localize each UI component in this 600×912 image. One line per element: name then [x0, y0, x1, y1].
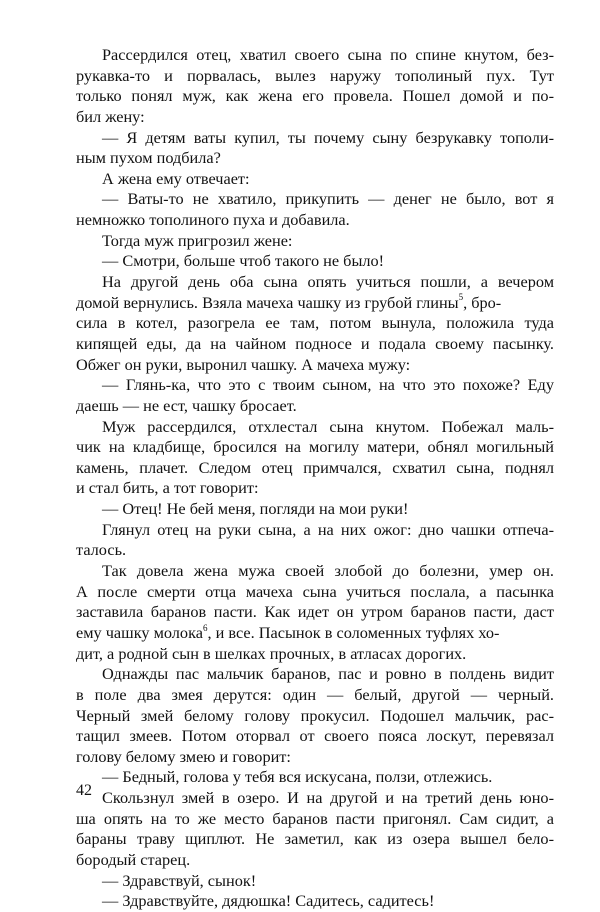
text-line: А после смерти отца мачеха сына учиться послала, а пасынка — [76, 581, 554, 601]
text-line: тащил змеев. Потом оторвал от своего пояса лоскут, перевязал — [76, 726, 554, 746]
text-line: — Здравствуйте, дядюшка! Садитесь, садитесь! — [102, 891, 435, 911]
text-line: На другой день оба сына опять учиться пошли, а вечером — [102, 272, 554, 292]
text-line: бараны траву щиплют. Не заметил, как из озера вышел бело- — [76, 829, 554, 849]
footnote-ref: 5 — [458, 292, 464, 303]
text-line: рукавка-то и порвалась, вылез наружу тополиный пух. Тут — [76, 65, 554, 85]
text-line: дит, а родной сын в шелках прочных, в атласах дорогих. — [76, 643, 467, 663]
text-line — [76, 293, 554, 314]
text-line: только понял муж, как жена его провела. Пошел домой и по- — [76, 86, 554, 106]
footnote-ref: 6 — [202, 622, 208, 633]
text-fragment: , и все. Пасынок в соломенных туфлях хо- — [207, 622, 500, 642]
text-line: камень, плачет. Следом отец примчался, схватил сына, поднял — [76, 457, 554, 477]
text-line: Однажды пас мальчик баранов, пас и ровно в полдень видит — [102, 664, 554, 684]
text-line: даешь — не ест, чашку бросает. — [76, 395, 297, 415]
text-line: Так довела жена мужа своей злобой до болезни, умер он. — [102, 561, 554, 581]
text-line: А жена ему отвечает: — [102, 168, 250, 188]
text-line: Глянул отец на руки сына, а на них ожог: дно чашки отпеча- — [102, 519, 554, 539]
text-line: — Бедный, голова у тебя вся искусана, ползи, отлежись. — [102, 767, 493, 787]
text-line: кипящей еды, да на чайном подносе и подала своему пасынку. — [76, 333, 554, 353]
text-line: Тогда муж пригрозил жене: — [102, 230, 293, 250]
text-line: — Здравствуй, сынок! — [102, 870, 257, 890]
text-fragment: ему чашку молока — [76, 622, 203, 642]
text-line: — Глянь-ка, что это с твоим сыном, на что это похоже? Еду — [102, 375, 554, 395]
text-line: — Отец! Не бей меня, погляди на мои руки! — [102, 499, 409, 519]
text-line: и стал бить, а тот говорит: — [76, 478, 259, 498]
text-line: голову белому змею и говорит: — [76, 746, 291, 766]
text-fragment: домой вернулись. Взяла мачеха чашку из грубой глины — [76, 292, 459, 312]
text-line — [76, 623, 554, 644]
text-line: Рассердился отец, хватил своего сына по спине кнутом, без- — [102, 45, 554, 64]
text-line: сила в котел, разогрела ее там, потом вынула, положила туда — [76, 313, 554, 333]
text-line: заставила баранов пасти. Как идет он утром баранов пасти, даст — [76, 602, 554, 622]
text-line: Скользнул змей в озеро. И на другой и на третий день юно- — [102, 788, 554, 808]
text-line: ным пухом подбила? — [76, 148, 221, 168]
text-line: в поле два змея дерутся: один — белый, другой — черный. — [76, 684, 554, 704]
text-line: ша опять на то же место баранов пасти пригонял. Сам сидит, а — [76, 808, 554, 828]
text-fragment: , бро- — [463, 292, 502, 312]
text-line: — Я детям ваты купил, ты почему сыну безрукавку тополи- — [102, 127, 554, 147]
text-line: — Ваты-то не хватило, прикупить — денег не было, вот я — [102, 189, 554, 209]
text-line: Черный змей белому голову прокусил. Подошел мальчик, рас- — [76, 705, 554, 725]
page-body-text — [76, 45, 554, 912]
text-line: — Смотри, больше чтоб такого не было! — [102, 251, 385, 271]
text-line: чик на кладбище, бросился на могилу матери, обнял могильный — [76, 437, 554, 457]
text-line: талось. — [76, 540, 127, 560]
text-line: бородый старец. — [76, 849, 191, 869]
text-line: бил жену: — [76, 106, 145, 126]
text-line: Обжег он руки, выронил чашку. А мачеха мужу: — [76, 354, 411, 374]
page-number: 42 — [76, 782, 92, 799]
text-line: немножко тополиного пуха и добавила. — [76, 210, 350, 230]
text-line: Муж рассердился, отхлестал сына кнутом. Побежал маль- — [102, 416, 554, 436]
